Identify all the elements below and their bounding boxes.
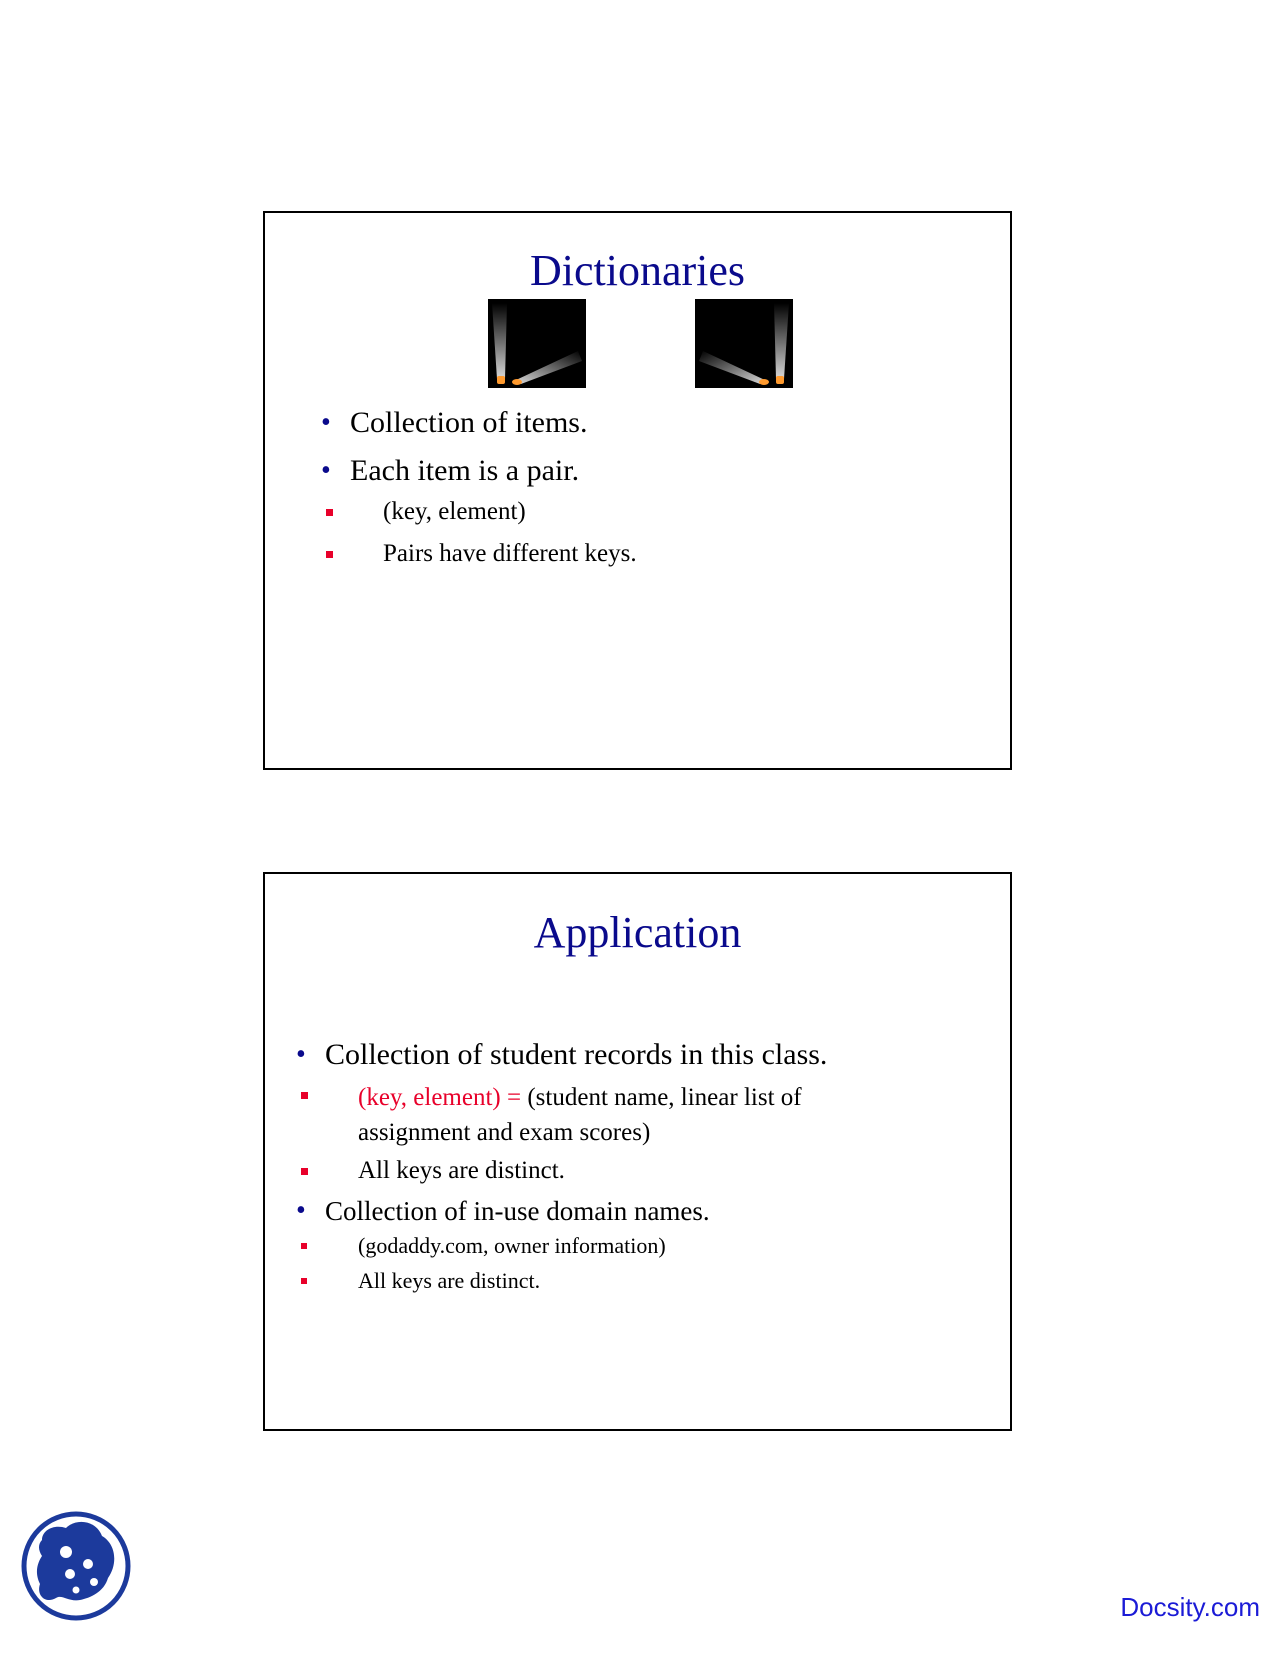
- sub-bullet-text: (student name, linear list of assignment and exam scores): [358, 1084, 802, 1146]
- sub-bullet-item: [296, 1233, 918, 1259]
- sub-bullet-item: [296, 1268, 918, 1294]
- sub-bullet-item: [296, 1080, 918, 1150]
- docsity-logo-icon[interactable]: [20, 1510, 132, 1622]
- sub-bullet-item: [321, 539, 637, 569]
- sub-bullet-text: (godaddy.com, owner information): [358, 1233, 666, 1258]
- slide-title: Application: [533, 908, 742, 957]
- bullet-list: [296, 1038, 918, 1294]
- slide-application: [263, 872, 1012, 1431]
- sub-bullet-text: All keys are distinct.: [358, 1268, 541, 1293]
- bullet-text: Collection of in-use domain names.: [325, 1196, 710, 1226]
- spotlight-right-icon: [695, 299, 793, 388]
- sub-bullet-item: [296, 1156, 918, 1186]
- slide-title: Dictionaries: [529, 246, 746, 295]
- sub-bullet-text: All keys are distinct.: [358, 1157, 565, 1184]
- bullet-text: Collection of items.: [350, 406, 588, 439]
- bullet-item: [296, 1038, 918, 1072]
- bullet-item: [321, 454, 637, 488]
- highlighted-text: (key, element) =: [358, 1084, 522, 1111]
- bullet-item: [321, 406, 637, 440]
- spotlight-left-icon: [488, 299, 586, 388]
- bullet-text: Collection of student records in this class.: [325, 1038, 828, 1071]
- sub-bullet-item: [321, 497, 637, 527]
- sub-bullet-text: (key, element): [383, 498, 526, 525]
- sub-bullet-text: Pairs have different keys.: [383, 540, 637, 567]
- docsity-brand-link[interactable]: Docsity.com: [1120, 1592, 1260, 1622]
- bullet-list: [321, 406, 637, 569]
- slide-dictionaries: [263, 211, 1012, 770]
- bullet-item: [296, 1196, 918, 1226]
- bullet-text: Each item is a pair.: [350, 454, 580, 487]
